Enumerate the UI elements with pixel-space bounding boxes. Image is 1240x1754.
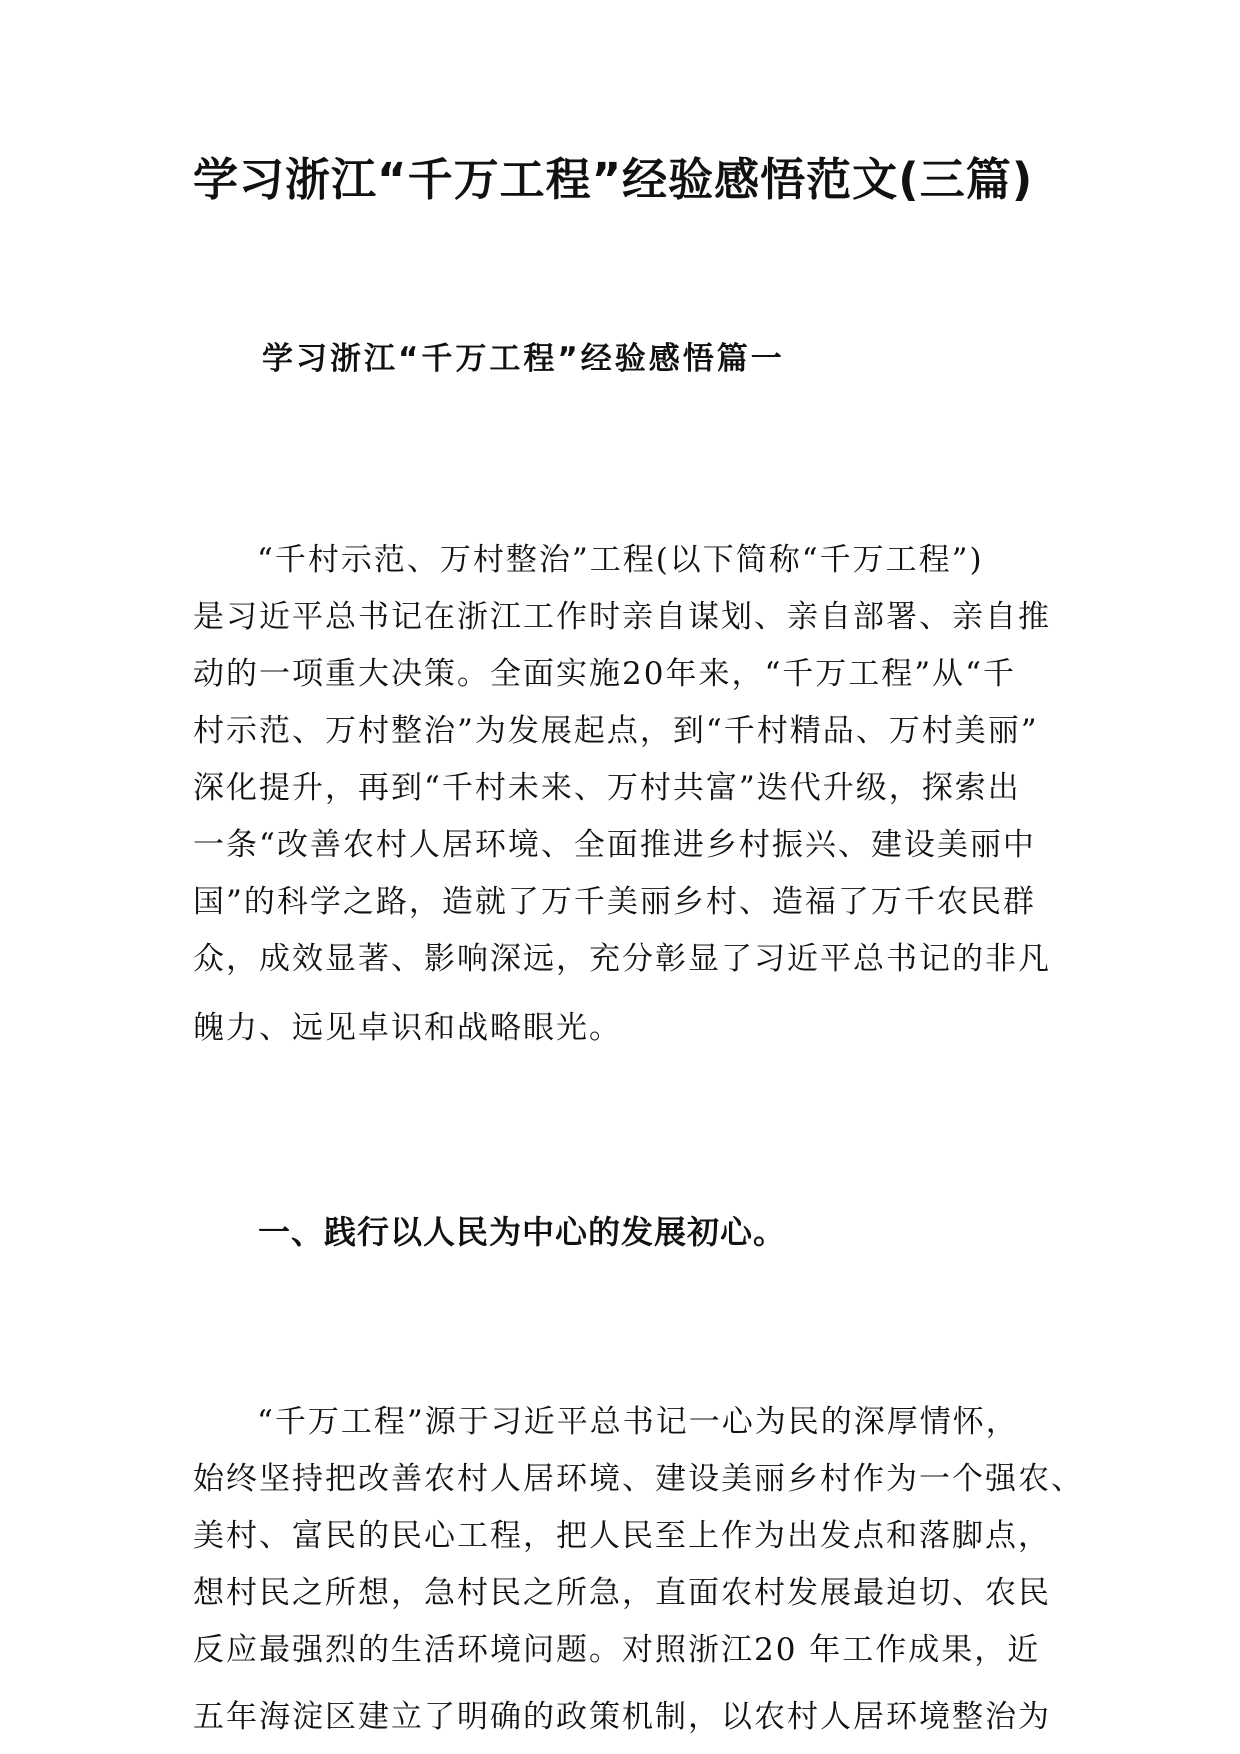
paragraph-line: 反应最强烈的生活环境问题。对照浙江20 年工作成果，近 (193, 1632, 1041, 1668)
paragraph-line: “千村示范、万村整治”工程(以下简称“千万工程”) (257, 542, 984, 578)
paragraph-line: “千万工程”源于习近平总书记一心为民的深厚情怀， (257, 1404, 1019, 1440)
paragraph-line: 美村、富民的民心工程，把人民至上作为出发点和落脚点， (193, 1518, 1051, 1554)
paragraph-line: 是习近平总书记在浙江工作时亲自谋划、亲自部署、亲自推 (193, 599, 1051, 635)
paragraph-line: 想村民之所想，急村民之所急，直面农村发展最迫切、农民 (193, 1575, 1051, 1611)
paragraph-line: 国”的科学之路，造就了万千美丽乡村、造福了万千农民群 (193, 884, 1036, 920)
section-title: 学习浙江“千万工程”经验感悟篇一 (262, 341, 785, 377)
paragraph-line: 魄力、远见卓识和战略眼光。 (193, 1010, 622, 1046)
paragraph-line: 村示范、万村整治”为发展起点，到“千村精品、万村美丽” (193, 713, 1039, 749)
paragraph-intro (193, 532, 1073, 1057)
paragraph-line: 众，成效显著、影响深远，充分彰显了习近平总书记的非凡 (193, 941, 1051, 977)
paragraph-line: 深化提升，再到“千村未来、万村共富”迭代升级，探索出 (193, 770, 1021, 806)
document-title: 学习浙江“千万工程”经验感悟范文(三篇) (193, 153, 1034, 206)
paragraph-line: 一条“改善农村人居环境、全面推进乡村振兴、建设美丽中 (193, 827, 1036, 863)
paragraph-line: 五年海淀区建立了明确的政策机制，以农村人居环境整治为 (193, 1699, 1051, 1735)
paragraph-section-one (193, 1394, 1084, 1746)
section-heading: 一、践行以人民为中心的发展初心。 (258, 1213, 787, 1251)
paragraph-line: 动的一项重大决策。全面实施20年来，“千万工程”从“千 (193, 656, 1016, 692)
paragraph-line: 始终坚持把改善农村人居环境、建设美丽乡村作为一个强农、 (193, 1461, 1084, 1497)
